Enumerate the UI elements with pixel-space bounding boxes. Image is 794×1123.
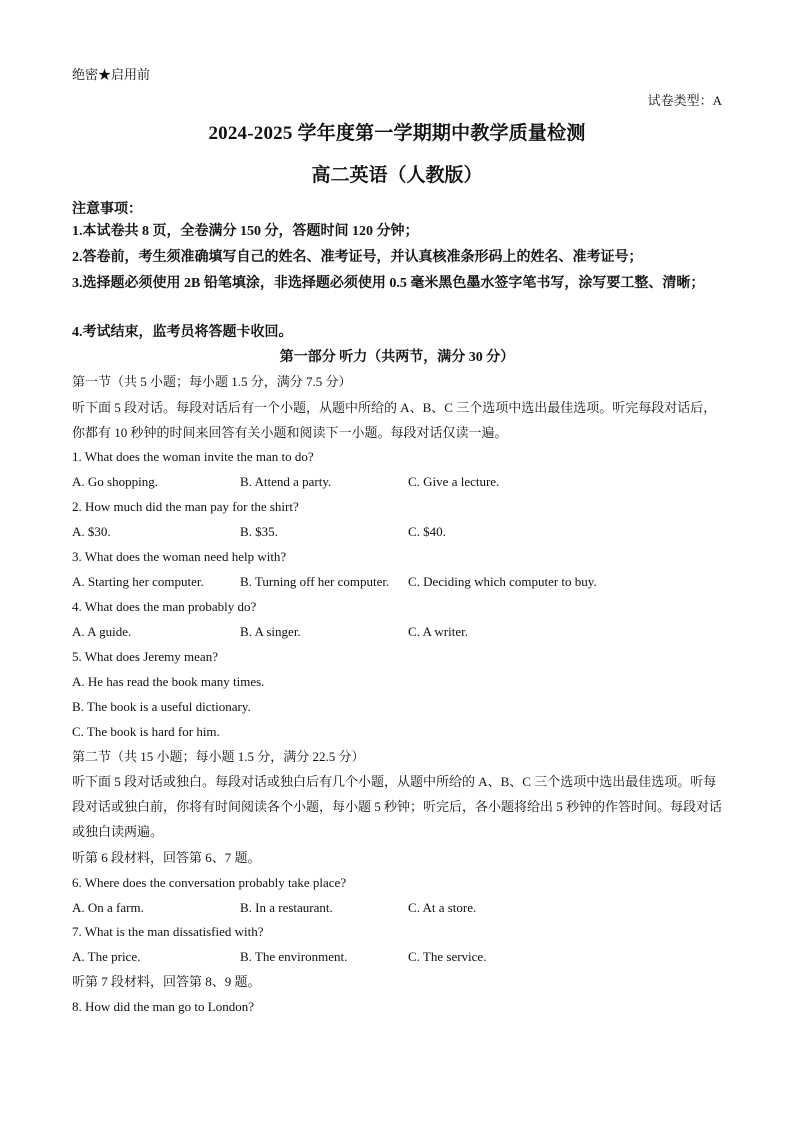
option-b: B. The environment. (240, 949, 348, 964)
option-b: B. Turning off her computer. (240, 574, 390, 589)
notice-item: 4.考试结束，监考员将答题卡收回。 (72, 325, 293, 340)
option-a: A. A guide. (72, 624, 132, 639)
option-a: A. On a farm. (72, 900, 144, 915)
notice-item: 1.本试卷共 8 页，全卷满分 150 分，答题时间 120 分钟； (72, 224, 419, 239)
option-c: C. The service. (408, 949, 487, 964)
option-c: C. Give a lecture. (408, 474, 500, 489)
question-text: 8. How did the man go to London? (72, 999, 254, 1014)
question-text: 3. What does the woman need help with? (72, 549, 287, 564)
option-c: C. A writer. (408, 624, 468, 639)
option-c: C. The book is hard for him. (72, 724, 220, 739)
option-c: C. $40. (408, 524, 446, 539)
question-text: 7. What is the man dissatisfied with? (72, 924, 264, 939)
option-b: B. In a restaurant. (240, 900, 333, 915)
part-title: 第一部分 听力（共两节，满分 30 分） (279, 350, 515, 365)
option-b: B. Attend a party. (240, 474, 332, 489)
exam-title: 2024-2025 学年度第一学期期中教学质量检测 (208, 123, 586, 144)
question-text: 2. How much did the man pay for the shirt? (72, 499, 299, 514)
option-a: A. The price. (72, 949, 141, 964)
notice-item: 3.选择题必须使用 2B 铅笔填涂，非选择题必须使用 0.5 毫米黑色墨水签字笔书写，涂写要工整、清晰； (72, 276, 705, 291)
exam-subtitle: 高二英语（人教版） (311, 165, 483, 186)
option-a: A. Go shopping. (72, 474, 158, 489)
option-c: C. At a store. (408, 900, 477, 915)
option-b: B. $35. (240, 524, 278, 539)
option-b: B. The book is a useful dictionary. (72, 699, 251, 714)
option-b: B. A singer. (240, 624, 301, 639)
paper-type-label: 试卷类型：A (647, 93, 722, 108)
question-text: 4. What does the man probably do? (72, 599, 257, 614)
section-heading: 第一节（共 5 小题；每小题 1.5 分，满分 7.5 分） (72, 374, 352, 389)
notice-item: 2.答卷前，考生须准确填写自己的姓名、准考证号，并认真核准条形码上的姓名、准考证号； (72, 250, 643, 265)
question-text: 6. Where does the conversation probably take place? (72, 875, 347, 890)
section-instructions: 听下面 5 段对话。每段对话后有一个小题，从题中所给的 A、B、C 三个选项中选出最佳选项。听完每段对话后，你都有 10 秒钟的时间来回答有关小题和阅读下一小题。每段对话仅读一遍。 (72, 400, 717, 440)
section-heading: 第二节（共 15 小题；每小题 1.5 分，满分 22.5 分） (72, 749, 365, 764)
option-a: A. He has read the book many times. (72, 674, 265, 689)
material-note: 听第 6 段材料，回答第 6、7 题。 (72, 850, 261, 865)
option-a: A. $30. (72, 524, 111, 539)
option-c: C. Deciding which computer to buy. (408, 574, 597, 589)
option-a: A. Starting her computer. (72, 574, 204, 589)
question-text: 5. What does Jeremy mean? (72, 649, 218, 664)
section-instructions: 听下面 5 段对话或独白。每段对话或独白后有几个小题，从题中所给的 A、B、C 三个选项中选出最佳选项。听每段对话或独白前，你将有时间阅读各个小题，每小题 5 秒钟；听完后，各小题将给出 5 秒钟的作答时间。每段对话或独白读两遍。 (72, 774, 723, 839)
material-note: 听第 7 段材料，回答第 8、9 题。 (72, 974, 261, 989)
question-text: 1. What does the woman invite the man to do? (72, 449, 314, 464)
confidential-label: 绝密★启用前 (72, 67, 151, 82)
notice-heading: 注意事项： (72, 202, 142, 217)
